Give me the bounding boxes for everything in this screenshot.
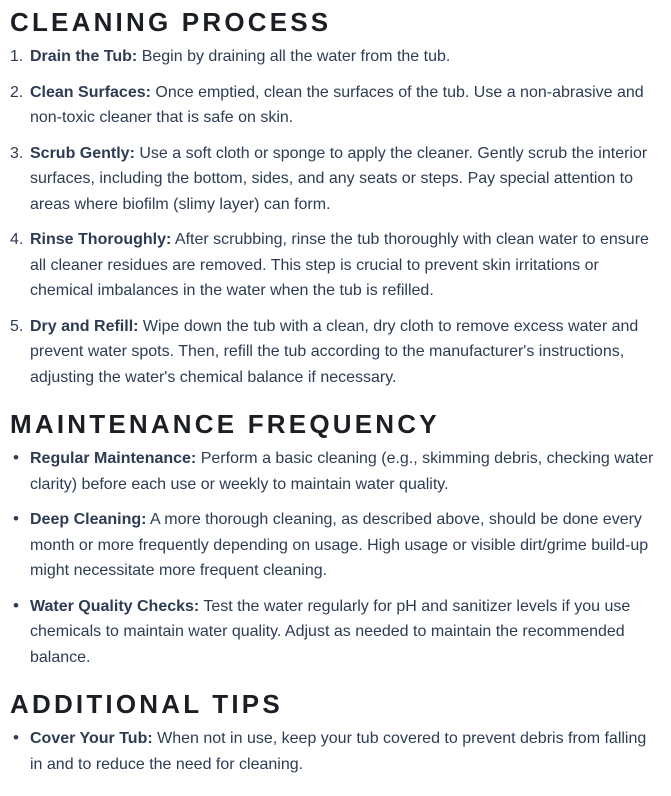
list-item bbox=[10, 446, 661, 497]
item-number: 2. bbox=[10, 83, 24, 101]
item-text: Begin by draining all the water from the tub. bbox=[141, 48, 451, 65]
list-item bbox=[10, 507, 661, 584]
item-text: A more thorough cleaning, as described above, should be done every month or more frequently depending on usage. High usage or visible dirt/grime build-up might necessitate more frequent cleaning. bbox=[30, 511, 649, 579]
maintenance-frequency-list bbox=[10, 446, 661, 670]
item-label: Regular Maintenance: bbox=[30, 450, 197, 467]
item-text: Test the water regularly for pH and sanitizer levels if you use chemicals to maintain water quality. Adjust as needed to maintain the recommended balance. bbox=[30, 597, 631, 666]
section-heading-cleaning-process: CLEANING PROCESS bbox=[10, 7, 332, 37]
item-label: Rinse Thoroughly: bbox=[30, 231, 172, 248]
item-text: Use a soft cloth or sponge to apply the cleaner. Gently scrub the interior surfaces, including the bottom, sides, and any seats or steps. Pay special attention to areas where biofilm (slimy layer) can form. bbox=[30, 144, 648, 213]
item-label: Drain the Tub: bbox=[30, 48, 138, 65]
item-number: 4. bbox=[10, 231, 24, 248]
list-item bbox=[10, 314, 661, 391]
item-text: When not in use, keep your tub covered to prevent debris from falling in and to reduce the need for cleaning. bbox=[30, 730, 647, 773]
bullet-icon: • bbox=[13, 509, 19, 528]
bullet-icon: • bbox=[13, 728, 19, 747]
item-label: Deep Cleaning: bbox=[30, 511, 147, 528]
item-label: Scrub Gently: bbox=[30, 144, 135, 162]
list-item bbox=[10, 227, 661, 304]
section-heading-maintenance-frequency: MAINTENANCE FREQUENCY bbox=[10, 409, 440, 439]
item-text: Perform a basic cleaning (e.g., skimming debris, checking water clarity) before each use or weekly to maintain water quality. bbox=[30, 450, 654, 493]
item-label: Clean Surfaces: bbox=[30, 83, 151, 101]
list-item bbox=[10, 44, 661, 70]
list-item bbox=[10, 594, 661, 671]
list-item bbox=[10, 726, 661, 777]
item-text: After scrubbing, rinse the tub thoroughly with clean water to ensure all cleaner residues are removed. This step is crucial to prevent skin irritations or chemical imbalances in the water when the tub is refilled. bbox=[30, 231, 649, 299]
item-number: 1. bbox=[10, 48, 24, 65]
cleaning-process-list bbox=[10, 44, 661, 390]
section-additional-tips bbox=[10, 690, 661, 777]
item-label: Water Quality Checks: bbox=[30, 597, 200, 615]
section-maintenance-frequency bbox=[10, 410, 661, 670]
list-item bbox=[10, 141, 661, 218]
section-heading-additional-tips: ADDITIONAL TIPS bbox=[10, 689, 283, 719]
item-text: Wipe down the tub with a clean, dry cloth to remove excess water and prevent water spots. Then, refill the tub according to the manufacturer's instructions, adjusting the water's chemical balance if necessary. bbox=[30, 317, 639, 386]
item-label: Dry and Refill: bbox=[30, 317, 139, 335]
item-text: Once emptied, clean the surfaces of the tub. Use a non-abrasive and non-toxic cleaner that is safe on skin. bbox=[30, 83, 644, 126]
bullet-icon: • bbox=[13, 448, 19, 467]
item-number: 3. bbox=[10, 144, 24, 162]
section-cleaning-process bbox=[10, 8, 661, 390]
bullet-icon: • bbox=[13, 595, 19, 615]
item-number: 5. bbox=[10, 317, 24, 335]
list-item bbox=[10, 80, 661, 131]
item-label: Cover Your Tub: bbox=[30, 730, 153, 747]
additional-tips-list bbox=[10, 726, 661, 777]
